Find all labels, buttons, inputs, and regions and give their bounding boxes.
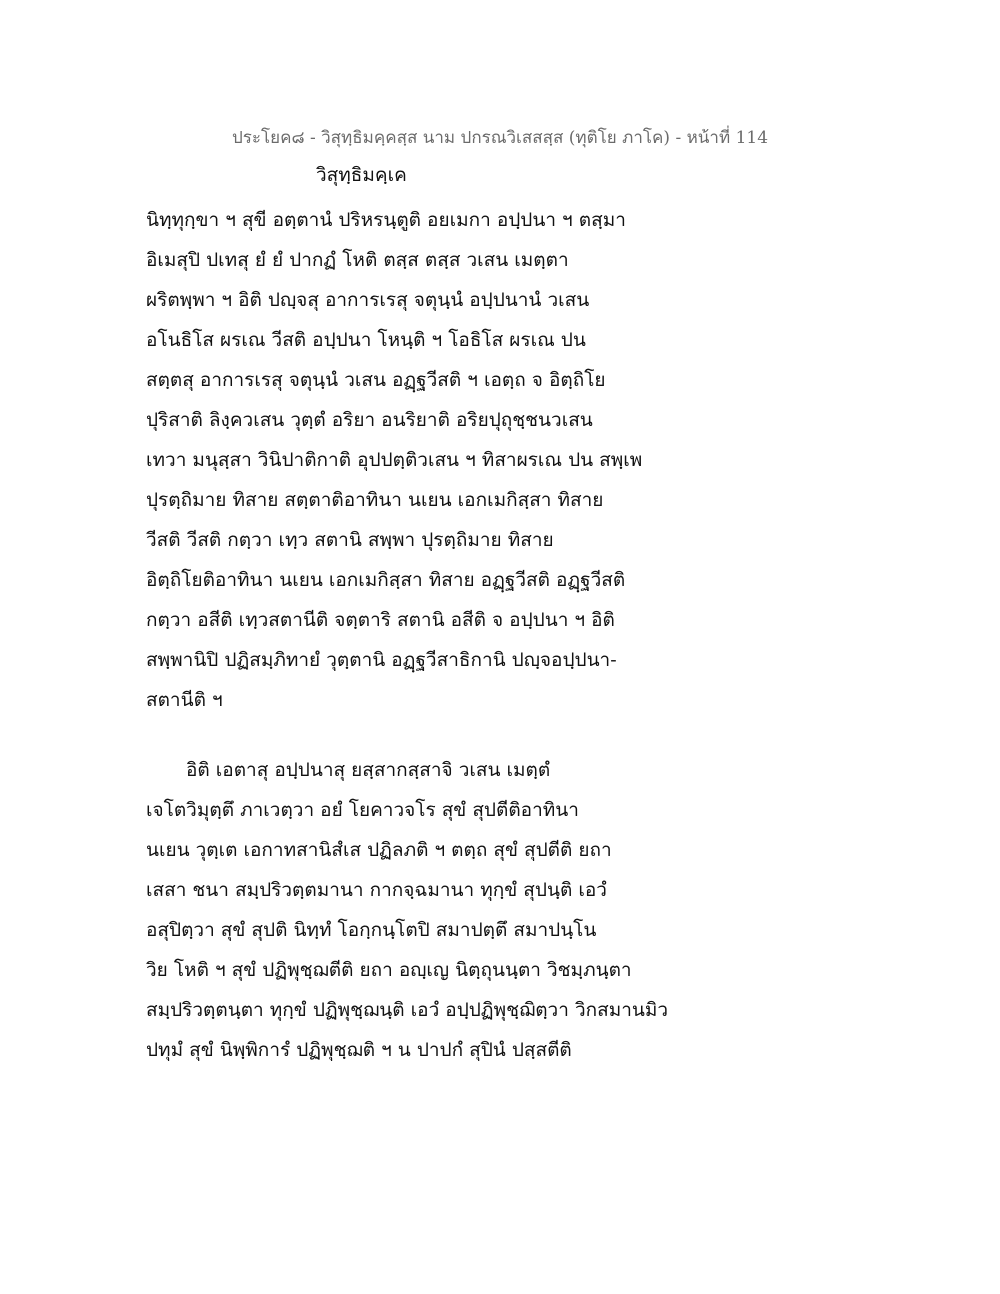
text-line: เสสา ชนา สมฺปริวตฺตมานา กากจฺฉมานา ทุกฺขํ สุปนฺติ เอวํ [146, 879, 607, 901]
section-title: วิสุทฺธิมคฺเค [316, 164, 407, 186]
text-line: ปุรตฺถิมาย ทิสาย สตฺตาติอาทินา นเยน เอกเมกิสฺสา ทิสาย [146, 489, 604, 511]
running-header: ประโยค๘ - วิสุทฺธิมคฺคสฺส นาม ปกรณวิเสสสฺส (ทุติโย ภาโค) - หน้าที่ 114 [231, 128, 769, 148]
text-line: กตฺวา อสีติ เทฺวสตานีติ จตฺตาริ สตานิ อสีติ จ อปฺปนา ฯ อิติ [146, 609, 615, 631]
text-line: สตฺตสุ อาการเรสุ จตุนฺนํ วเสน อฏฺฐวีสติ ฯ เอตฺถ จ อิตฺถิโย [146, 369, 606, 391]
paragraph-spacer [146, 720, 866, 750]
text-line: อิตฺถิโยติอาทินา นเยน เอกเมกิสฺสา ทิสาย อฏฺฐวีสติ อฏฺฐวีสติ [146, 569, 626, 591]
text-line: ปุริสาติ ลิงฺควเสน วุตฺตํ อริยา อนริยาติ อริยปุถุชฺชนวเสน [146, 409, 593, 431]
text-line: นิทฺทุกฺขา ฯ สุขี อตฺตานํ ปริหรนฺตูติ อยเมกา อปฺปนา ฯ ตสฺมา [146, 209, 626, 231]
text-line: สตานีติ ฯ [146, 689, 223, 711]
text-line: วิย โหติ ฯ สุขํ ปฏิพุชฺฌตีติ ยถา อญฺเญ นิตฺถุนนฺตา วิชมฺภนฺตา [146, 959, 632, 981]
text-line: นเยน วุตฺเต เอกาทสานิสํเส ปฏิลภติ ฯ ตตฺถ สุขํ สุปตีติ ยถา [146, 839, 612, 861]
text-line: อิติ เอตาสุ อปฺปนาสุ ยสฺสากสฺสาจิ วเสน เมตฺตํ [186, 759, 551, 781]
paragraph-2 [146, 750, 866, 1070]
text-line: สพฺพานิปิ ปฏิสมฺภิทายํ วุตฺตานิ อฏฺฐวีสาธิกานิ ปญฺจอปฺปนา- [146, 649, 617, 671]
text-line: ผริตพฺพา ฯ อิติ ปญฺจสุ อาการเรสุ จตุนฺนํ อปฺปนานํ วเสน [146, 289, 590, 311]
text-line: อิเมสุปิ ปเทสุ ยํ ยํ ปากฏํ โหติ ตสฺส ตสฺส วเสน เมตฺตา [146, 249, 569, 271]
text-line: ปทุมํ สุขํ นิพฺพิการํ ปฏิพุชฺฌติ ฯ น ปาปกํ สุปินํ ปสฺสตีติ [146, 1039, 572, 1061]
text-line: วีสติ วีสติ กตฺวา เทฺว สตานิ สพฺพา ปุรตฺถิมาย ทิสาย [146, 529, 554, 551]
text-line: สมฺปริวตฺตนฺตา ทุกฺขํ ปฏิพุชฺฌนฺติ เอวํ อปฺปฏิพุชฺฌิตฺวา วิกสมานมิว [146, 999, 669, 1021]
text-line: อสุปิตฺวา สุขํ สุปติ นิทฺทํ โอกฺกนฺโตปิ สมาปตฺตึ สมาปนฺโน [146, 919, 597, 941]
text-line: อโนธิโส ผรเณ วีสติ อปฺปนา โหนฺติ ฯ โอธิโส ผรเณ ปน [146, 329, 586, 351]
body-text [146, 200, 866, 1070]
text-line: เจโตวิมุตฺตึ ภาเวตฺวา อยํ โยคาวจโร สุขํ สุปตีติอาทินา [146, 799, 579, 821]
paragraph-1 [146, 200, 866, 720]
text-line: เทวา มนุสฺสา วินิปาติกาติ อุปปตฺติวเสน ฯ ทิสาผรเณ ปน สพฺเพ [146, 449, 643, 471]
